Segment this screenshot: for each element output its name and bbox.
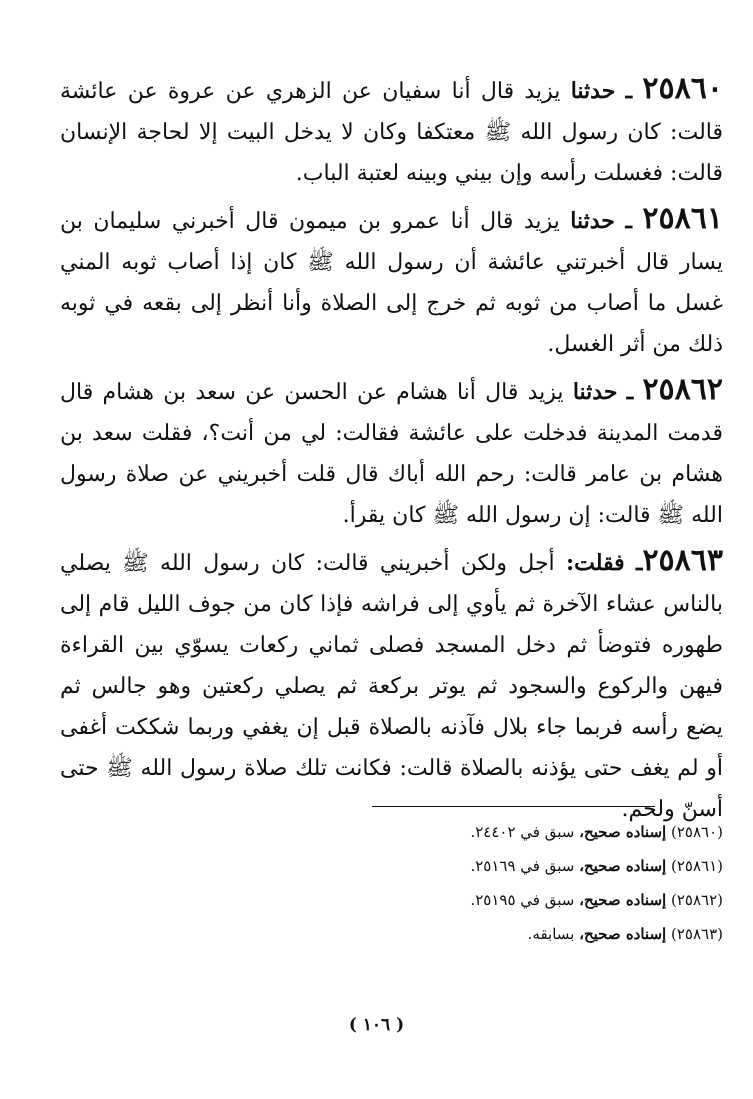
hadith-dash: ـ — [625, 78, 633, 104]
footnote — [60, 883, 723, 917]
footnote-ref: (٢٥٨٦٣) — [670, 925, 723, 943]
hadith-number: ٢٥٨٦٢ — [642, 372, 724, 407]
footnotes — [60, 815, 723, 951]
footnote-ref: (٢٥٨٦١) — [670, 857, 723, 875]
footnote-note: سبق في ٢٥١٩٥. — [470, 891, 575, 909]
hadith-dash: ـ — [635, 550, 643, 576]
footnote — [60, 815, 723, 849]
hadith-lead-word: فقلت: — [566, 550, 625, 576]
hadith-25863 — [60, 540, 723, 830]
footnote — [60, 917, 723, 951]
footnote-grade: إسناده صحيح، — [579, 891, 667, 909]
footnote-grade: إسناده صحيح، — [579, 823, 667, 841]
hadith-25862 — [60, 369, 723, 536]
hadith-dash: ـ — [625, 208, 632, 234]
footnote-grade: إسناده صحيح، — [579, 925, 667, 943]
hadith-dash: ـ — [626, 379, 634, 405]
footnote — [60, 849, 723, 883]
hadith-number: ٢٥٨٦١ — [642, 201, 723, 236]
hadith-body — [60, 68, 723, 834]
hadith-text: يزيد قال أنا سفيان عن الزهري عن عروة عن عائشة قالت: كان رسول الله ﷺ معتكفا وكان لا يدخل البيت إلا لحاجة الإنسان قالت: فغسلت رأسه وإن بيني وبينه لعتبة الباب. — [60, 79, 723, 186]
hadith-lead-word: حدثنا — [570, 208, 615, 234]
hadith-lead-word: حدثنا — [570, 78, 616, 104]
hadith-lead-word: حدثنا — [572, 379, 618, 405]
footnote-ref: (٢٥٨٦٠) — [670, 823, 723, 841]
hadith-25861 — [60, 198, 723, 365]
footnote-ref: (٢٥٨٦٢) — [670, 891, 723, 909]
footnote-grade: إسناده صحيح، — [579, 857, 667, 875]
footnote-divider — [372, 806, 655, 807]
hadith-text: أجل ولكن أخبريني قالت: كان رسول الله ﷺ يصلي بالناس عشاء الآخرة ثم يأوي إلى فراشه فإذا كان من جوف الليل قام إلى طهوره فتوضأ ثم دخل المسجد فصلى ثماني ركعات يسوّي بين القراءة فيهن والركوع والسجود ثم يوتر بركعة ثم يصلي ركعتين وهو جالس ثم يضع رأسه فربما جاء بلال فآذنه بالصلاة قبل إن يغفي وربما شككت أغفى أو لم يغف حتى يؤذنه بالصلاة قالت: فكانت تلك صلاة رسول الله ﷺ حتى أسنّ ولحم. — [60, 551, 723, 822]
footnote-note: سبق في ٢٥١٦٩. — [470, 857, 575, 875]
hadith-25860 — [60, 68, 723, 194]
hadith-number: ٢٥٨٦٣ — [642, 543, 724, 578]
hadith-text: يزيد قال أنا عمرو بن ميمون قال أخبرني سليمان بن يسار قال أخبرتني عائشة أن رسول الله ﷺ كان إذا أصاب ثوبه المني غسل ما أصاب من ثوبه ثم خرج إلى الصلاة وأنا أنظر إلى بقعه في ثوبه ذلك من أثر الغسل. — [60, 209, 723, 357]
hadith-text: يزيد قال أنا هشام عن الحسن عن سعد بن هشام قال قدمت المدينة فدخلت على عائشة فقالت: لي من أنت؟، فقلت سعد بن هشام بن عامر قالت: رحم الله أباك قال قلت أخبريني عن صلاة رسول الله ﷺ قالت: إن رسول الله ﷺ كان يقرأ. — [60, 380, 723, 528]
footnote-note: سبق في ٢٤٤٠٢. — [470, 823, 575, 841]
page-number: ( ١٠٦ ) — [348, 1015, 405, 1035]
footnote-note: بسابقه. — [527, 925, 575, 943]
hadith-number: ٢٥٨٦٠ — [642, 71, 723, 106]
